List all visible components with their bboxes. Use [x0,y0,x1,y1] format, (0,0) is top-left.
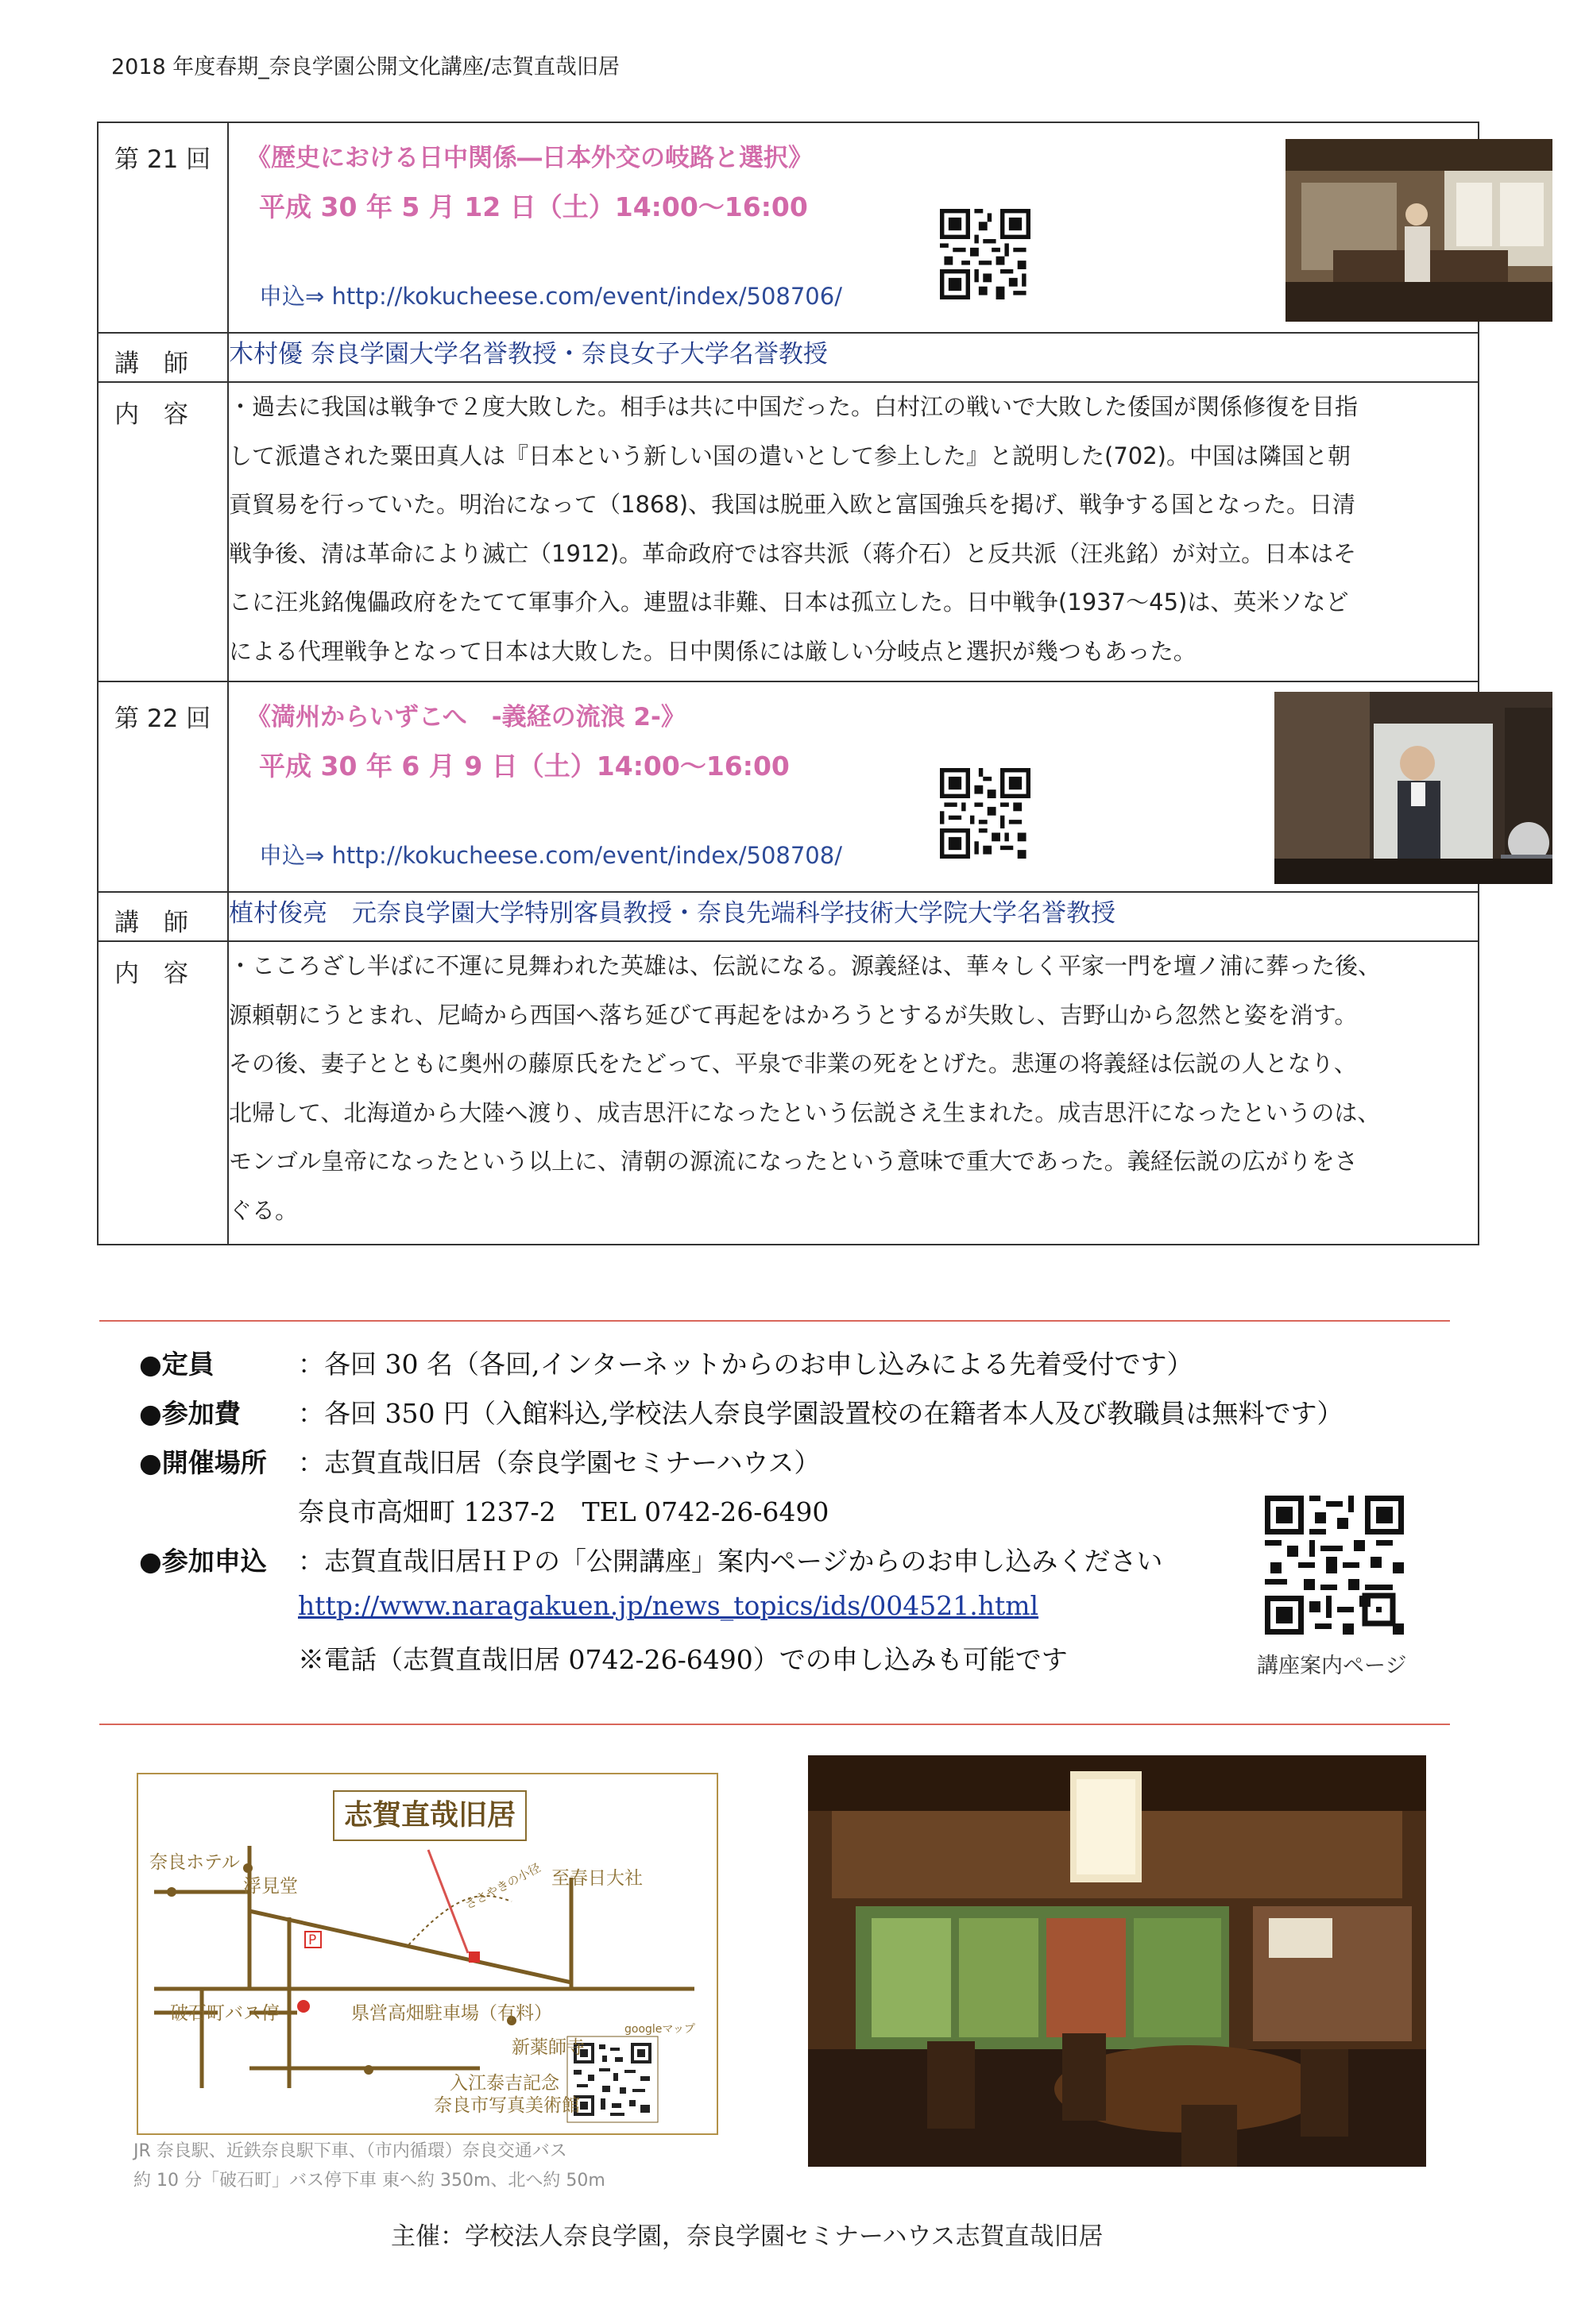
organizer-footer: 主催：学校法人奈良学園，奈良学園セミナーハウス志賀直哉旧居 [391,2222,1104,2251]
session-apply-link[interactable]: 申込⇒ http://kokucheese.com/event/index/508706/ [259,283,842,310]
content-text [228,941,1479,1245]
capacity-label: ●定員 [139,1349,215,1380]
location-marker-icon [469,1951,480,1963]
map-label-museum-2: 奈良市写真美術館 [434,2095,580,2116]
session-row [98,681,1479,892]
content-line: 源頼朝にうとまれ、尼崎から西国へ落ち延びて再起をはかろうとするが失敗し、吉野山から忽然と姿を消す。 [229,1001,1358,1029]
content-line: 北帰して、北海道から大陸へ渡り、成吉思汗になったという伝説さえ生まれた。成吉思汗になったというのは、 [229,1098,1381,1126]
venue-row [139,1442,821,1480]
map-label-google: googleマップ [624,2023,695,2036]
map-caption-line: 約 10 分「破石町」バス停下車 東へ約 350m、北へ約 50m [133,2171,605,2191]
qr-code-icon[interactable] [940,209,1030,299]
content-line: 貢貿易を行っていた。明治になって（1868)、我国は脱亜入欧と富国強兵を掲げ、戦争する国となった。日清 [229,491,1355,518]
content-line: による代理戦争となって日本は大敗した。日中関係には厳しい分岐点と選択が幾つもあった。 [229,637,1197,665]
content-row [98,941,1479,1245]
map-label-kasuga: 至春日大社 [551,1868,643,1889]
qr-caption: 講座案内ページ [1257,1654,1407,1678]
session-title: 《歴史における日中関係―日本外交の岐路と選択》 [246,144,813,172]
session-date: 平成 30 年 6 月 9 日（土）14:00～16:00 [259,751,790,782]
content-line: モンゴル皇帝になったという以上に、清朝の源流になったという意味で重大であった。義経伝説の広がりをさ [229,1148,1358,1175]
info-page-link[interactable]: http://www.naragakuen.jp/news_topics/ids/004521.html [298,1590,1039,1621]
session-row [98,122,1479,333]
map-label-bus-stop: 破石町バス停 [170,2003,280,2024]
qr-code-icon[interactable] [1265,1496,1404,1635]
qr-code-icon[interactable] [940,768,1030,859]
content-text [228,382,1479,681]
session-info [228,681,1479,892]
venue-label: ●開催場所 [139,1447,267,1478]
map-label-nara-hotel: 奈良ホテル [149,1852,240,1873]
lecture-table [97,122,1479,1245]
lecturer-name: 木村優 奈良学園大学名誉教授・奈良女子大学名誉教授 [228,333,1479,382]
venue-value: ：志賀直哉旧居（奈良学園セミナーハウス） [298,1447,821,1478]
fee-row [139,1393,1343,1430]
lecturer-label: 講 師 [98,892,228,941]
content-line: こに汪兆銘傀儡政府をたてて軍事介入。連盟は非難、日本は孤立した。日中戦争(1937～45)は、英米ソなど [229,589,1349,616]
capacity-row [139,1344,1193,1381]
content-line: 戦争後、清は革命により滅亡（1912)。革命政府では容共派（蒋介石）と反共派（汪兆銘）が対立。日本はそ [229,539,1357,567]
map-caption-line: JR 奈良駅、近鉄奈良駅下車、（市内循環）奈良交通バス [133,2141,567,2161]
content-line: ぐる。 [229,1196,299,1224]
parking-letter: P [308,1932,317,1948]
bus-stop-icon [297,2000,310,2013]
lecturer-label: 講 師 [98,333,228,382]
apply-label: ●参加申込 [139,1546,267,1577]
fee-value: ：各回 350 円（入館料込,学校法人奈良学園設置校の在籍者本人及び教職員は無料です） [298,1398,1343,1429]
divider-line [99,1320,1450,1322]
content-row [98,382,1479,681]
session-number: 第 21 回 [98,122,228,333]
content-line: ・過去に我国は戦争で２度大敗した。相手は共に中国だった。白村江の戦いで大敗した倭国が関係修復を目指 [229,393,1359,420]
map-label-sasayaki: ささやきの小径 [462,1860,543,1913]
map-title: 志賀直哉旧居 [333,1790,527,1841]
content-line: ・こころざし半ばに不運に見舞われた英雄は、伝説になる。源義経は、華々しく平家一門を壇ノ浦に葬った後、 [229,952,1382,979]
map-label-shinyakushiji: 新薬師寺 [512,2037,585,2058]
session-apply-link[interactable]: 申込⇒ http://kokucheese.com/event/index/508708/ [259,842,842,869]
map-caption [133,2137,605,2195]
session-date: 平成 30 年 5 月 12 日（土）14:00～16:00 [259,191,808,222]
tatami-room-image [808,1755,1426,2167]
lecture-photo [1286,139,1552,322]
lecturer-name: 植村俊亮 元奈良学園大学特別客員教授・奈良先端科学技術大学院大学名誉教授 [228,892,1479,941]
access-map [137,1773,718,2135]
room-photo [808,1755,1426,2167]
phone-note: ※電話（志賀直哉旧居 0742-26-6490）での申し込みも可能です [298,1644,1068,1675]
map-label-museum-1: 入江泰吉記念 [450,2073,559,2094]
divider-line [99,1724,1450,1725]
apply-row [139,1541,1163,1578]
content-line: して派遣された粟田真人は『日本という新しい国の遣いとして参上した』と説明した(702)。中国は隣国と朝 [229,442,1351,469]
fee-label: ●参加費 [139,1398,241,1429]
lecture-photo [1274,692,1552,884]
page-header: 2018 年度春期_奈良学園公開文化講座/志賀直哉旧居 [111,55,620,79]
capacity-value: ：各回 30 名（各回,インターネットからのお申し込みによる先着受付です） [298,1349,1193,1380]
map-label-parking: 県営高畑駐車場（有料） [351,2003,552,2024]
apply-value: ：志賀直哉旧居ＨＰの「公開講座」案内ページからのお申し込みください [298,1546,1163,1577]
content-label: 内 容 [98,941,228,1245]
lecturer-row [98,333,1479,382]
session-title: 《満州からいずこへ -義経の流浪 2-》 [246,703,686,732]
content-line: その後、妻子とともに奥州の藤原氏をたどって、平泉で非業の死をとげた。悲運の将義経は伝説の人となり、 [229,1050,1357,1077]
venue-address: 奈良市高畑町 1237-2 TEL 0742-26-6490 [298,1496,829,1527]
lecture-room-image [1286,139,1552,322]
lecturer-speaking-image [1274,692,1552,884]
session-number: 第 22 回 [98,681,228,892]
content-label: 内 容 [98,382,228,681]
session-info [228,122,1479,333]
map-label-fukendo: 浮見堂 [243,1876,298,1897]
lecturer-row [98,892,1479,941]
